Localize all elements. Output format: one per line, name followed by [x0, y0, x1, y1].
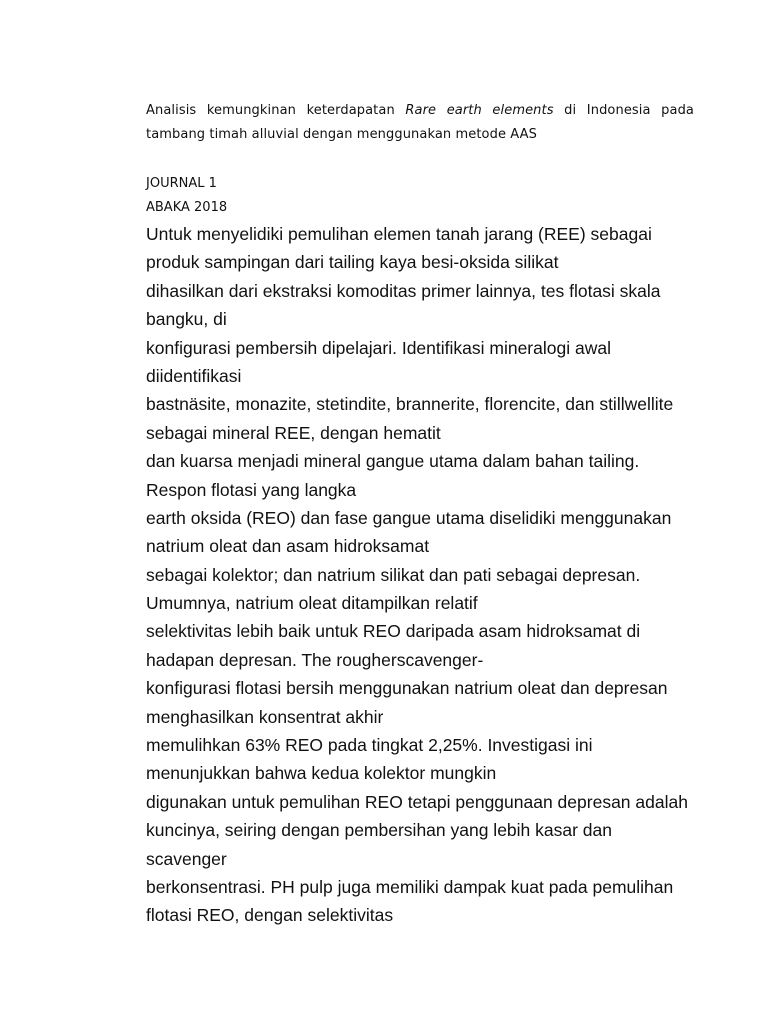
body-line: bastnäsite, monazite, stetindite, brannerite, florencite, dan stillwellite [146, 394, 674, 415]
body-line: konfigurasi pembersih dipelajari. Identifikasi mineralogi awal [146, 337, 611, 358]
title-text-end: di Indonesia pada tambang timah alluvial dengan menggunakan metode AAS [146, 103, 694, 142]
body-line: flotasi REO, dengan selektivitas [146, 905, 394, 926]
body-line: scavenger [146, 848, 227, 869]
body-line: sebagai kolektor; dan natrium silikat dan pati sebagai depresan. [146, 564, 641, 585]
body-line: earth oksida (REO) dan fase gangue utama diselidiki menggunakan [146, 507, 672, 528]
body-line: diidentifikasi [146, 365, 242, 386]
body-line: berkonsentrasi. PH pulp juga memiliki dampak kuat pada pemulihan [146, 876, 674, 897]
body-line: konfigurasi flotasi bersih menggunakan natrium oleat dan depresan [146, 678, 668, 699]
title-text-start: Analisis kemungkinan keterdapatan [146, 103, 406, 118]
body-line: Respon flotasi yang langka [146, 479, 357, 500]
body-line: dihasilkan dari ekstraksi komoditas primer lainnya, tes flotasi skala [146, 280, 661, 301]
title-italic-term: Rare earth elements [405, 103, 554, 118]
body-line: digunakan untuk pemulihan REO tetapi penggunaan depresan adalah [146, 791, 688, 812]
body-line: produk sampingan dari tailing kaya besi-oksida silikat [146, 252, 559, 273]
body-line: sebagai mineral REE, dengan hematit [146, 422, 441, 443]
body-line: hadapan depresan. The rougherscavenger- [146, 649, 484, 670]
body-line: kuncinya, seiring dengan pembersihan yang lebih kasar dan [146, 820, 612, 841]
source-reference: ABAKA 2018 [146, 200, 228, 215]
body-line: natrium oleat dan asam hidroksamat [146, 536, 430, 557]
document-title [146, 99, 694, 147]
body-line: dan kuarsa menjadi mineral gangue utama dalam bahan tailing. [146, 451, 640, 472]
body-line: menunjukkan bahwa kedua kolektor mungkin [146, 763, 497, 784]
body-line: selektivitas lebih baik untuk REO daripada asam hidroksamat di [146, 621, 641, 642]
body-line: Untuk menyelidiki pemulihan elemen tanah jarang (REE) sebagai [146, 224, 652, 244]
journal-label: JOURNAL 1 [146, 176, 217, 191]
body-line: bangku, di [146, 309, 227, 330]
body-line: menghasilkan konsentrat akhir [146, 706, 384, 727]
body-line: Umumnya, natrium oleat ditampilkan relatif [146, 593, 478, 614]
body-line: memulihkan 63% REO pada tingkat 2,25%. Investigasi ini [146, 735, 593, 756]
abstract-body [146, 220, 706, 930]
